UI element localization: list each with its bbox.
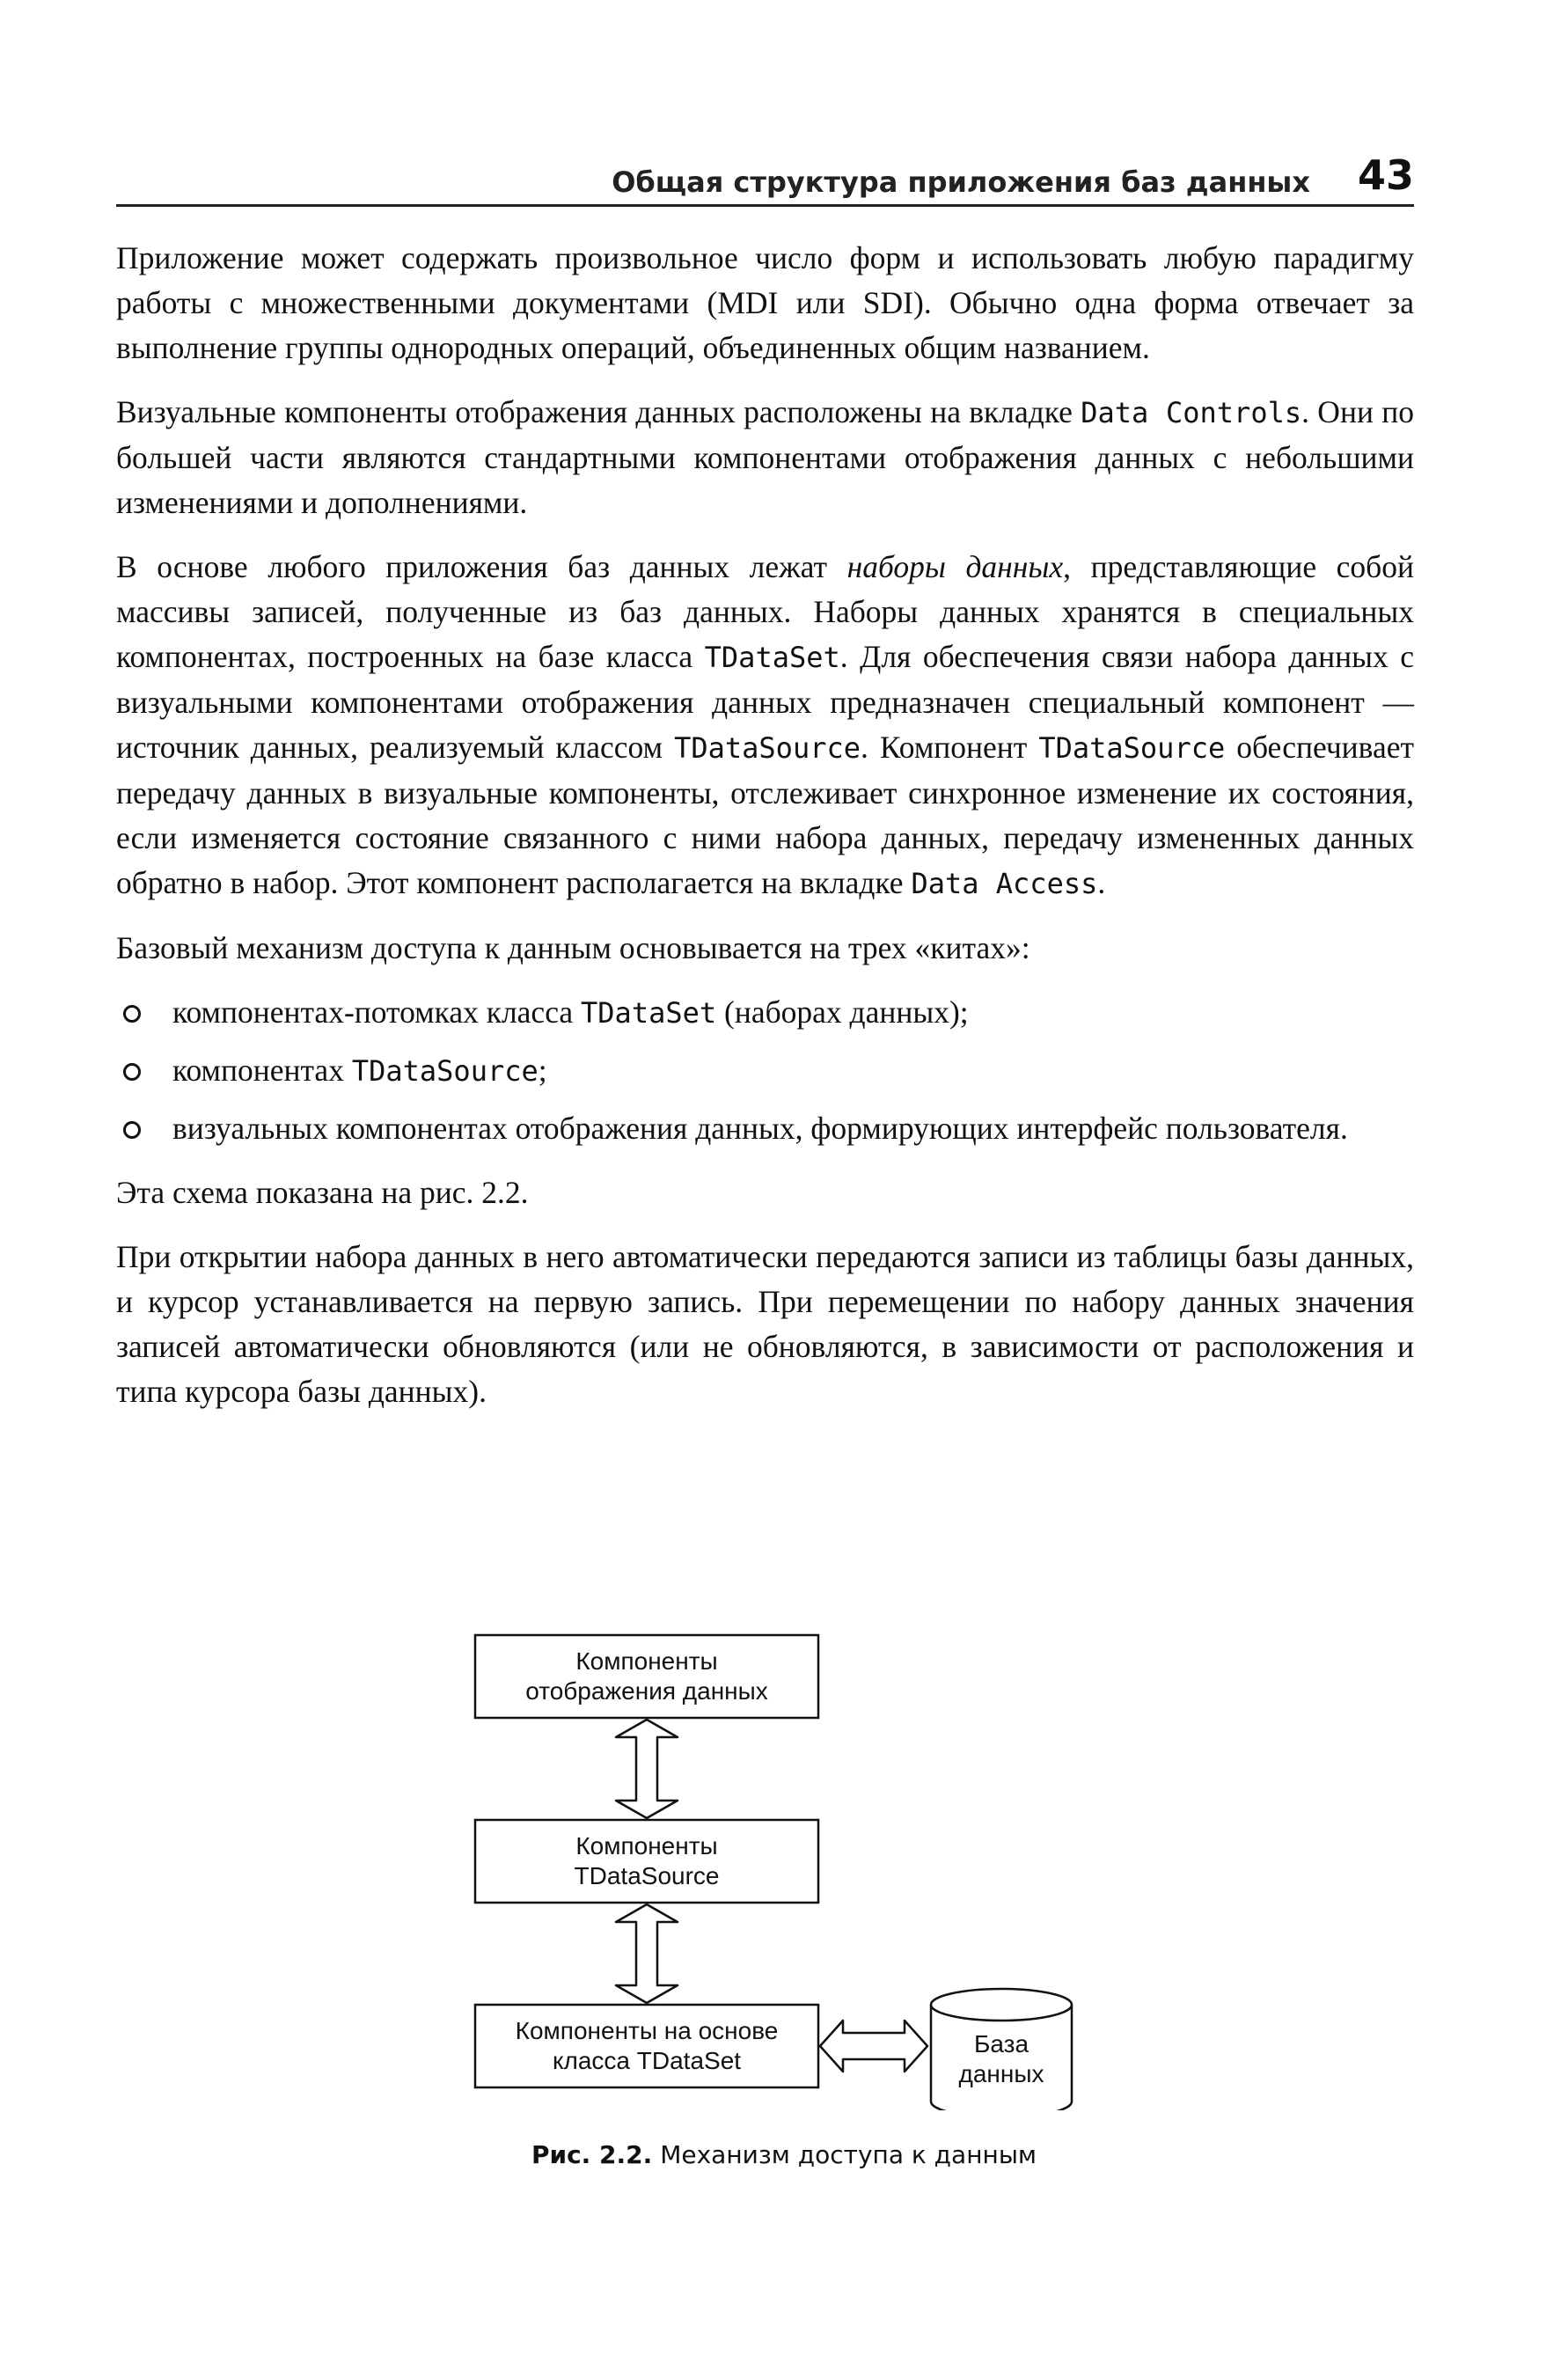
list-item-1-part-b: (наборах данных); xyxy=(716,994,969,1030)
circle-bullet-icon xyxy=(123,1121,141,1139)
box-1-label xyxy=(475,1647,818,1706)
class-name-tdataset: TDataSet xyxy=(704,641,840,674)
figure-caption xyxy=(0,2140,1568,2169)
paragraph-3-part-b: , представляющие собой массивы записей, полученные из баз данных. Наборы данных хранятся в специальных компонентах, построенных на базе класса xyxy=(116,549,1414,674)
box-2-line-1: Компоненты xyxy=(575,1832,718,1860)
caption-label: Рис. 2.2. xyxy=(531,2140,653,2169)
list-item xyxy=(116,1106,1414,1151)
paragraph-3-part-d: . Компонент xyxy=(861,730,1039,765)
paragraph-6: При открытии набора данных в него автоматически передаются записи из таблицы базы данных, и курсор устанавливается на первую запись. При перемещении по набору данных значения записей автоматически обновляются (или не обновляются, в зависимости от расположения и типа курсора базы данных). xyxy=(116,1239,1414,1409)
double-arrow-icon xyxy=(616,1720,678,1818)
list-item-3-text: визуальных компонентах отображения данных, формирующих интерфейс пользователя. xyxy=(172,1111,1348,1146)
paragraph-2-part-a: Визуальные компоненты отображения данных расположены на вкладке xyxy=(116,394,1081,429)
class-name-tdatasource: TDataSource xyxy=(674,731,861,765)
database-label xyxy=(931,2029,1072,2089)
list-item-1-class: TDataSet xyxy=(581,996,717,1030)
paragraph-3-part-a: В основе любого приложения баз данных лежат xyxy=(116,549,847,584)
list-item-2-part-a: компонентах xyxy=(172,1053,352,1088)
running-title: Общая структура приложения баз данных xyxy=(612,165,1310,199)
caption-text: Механизм доступа к данным xyxy=(652,2140,1037,2169)
box-1-line-2: отображения данных xyxy=(525,1677,768,1705)
list-item-2-part-b: ; xyxy=(538,1053,547,1088)
box-2-label xyxy=(475,1831,818,1891)
paragraph-3 xyxy=(116,545,1414,906)
box-3-line-1: Компоненты на основе xyxy=(515,2017,779,2044)
tab-name-data-controls: Data Controls xyxy=(1081,396,1302,429)
database-line-1: База xyxy=(973,2030,1029,2058)
box-2-line-2: TDataSource xyxy=(574,1862,720,1889)
paragraph-3-part-e: обеспечивает передачу данных в визуальные компоненты, отслеживает синхронное изменение их состояния, если изменяется состояние связанного с ними набора данных, передачу измененных данных обратно в набор. Этот компонент располагается на вкладке xyxy=(116,730,1414,900)
double-arrow-icon xyxy=(616,1904,678,2003)
paragraph-4: Базовый механизм доступа к данным основывается на трех «китах»: xyxy=(116,930,1030,965)
page-header xyxy=(116,151,1414,207)
list-item xyxy=(116,1048,1414,1094)
page-body xyxy=(116,236,1414,1434)
figure-2-2 xyxy=(458,1617,1091,2110)
bullet-list xyxy=(116,990,1414,1151)
list-item-1-part-a: компонентах-потомках класса xyxy=(172,994,582,1030)
tab-name-data-access: Data Access xyxy=(911,867,1098,900)
list-item-2-class: TDataSource xyxy=(351,1054,539,1088)
box-3-label xyxy=(475,2016,818,2076)
paragraph-3-part-f: . xyxy=(1097,865,1106,900)
paragraph-3-part-c: . Для обеспечения связи набора данных с визуальными компонентами отображения данных предназначен специальный компонент — источник данных, реализуемый классом xyxy=(116,639,1414,765)
circle-bullet-icon xyxy=(123,1005,141,1023)
box-3-line-2: класса TDataSet xyxy=(552,2047,742,2074)
paragraph-2-part-b: . Они по большей части являются стандартными компонентами отображения данных с небольшими изменениями и дополнениями. xyxy=(116,394,1414,520)
paragraph-2 xyxy=(116,390,1414,525)
horizontal-double-arrow-icon xyxy=(820,2021,927,2072)
class-name-tdatasource-2: TDataSource xyxy=(1038,731,1226,765)
box-1-line-1: Компоненты xyxy=(575,1647,718,1675)
circle-bullet-icon xyxy=(123,1063,141,1081)
database-line-2: данных xyxy=(958,2060,1044,2087)
page-number: 43 xyxy=(1357,151,1414,199)
paragraph-1: Приложение может содержать произвольное число форм и использовать любую парадигму работы с множественными документами (MDI или SDI). Обычно одна форма отвечает за выполнение группы однородных операций, объединенных общим названием. xyxy=(116,240,1414,365)
paragraph-5: Эта схема показана на рис. 2.2. xyxy=(116,1175,529,1210)
list-item xyxy=(116,990,1414,1036)
term-datasets: наборы данных xyxy=(846,549,1064,584)
